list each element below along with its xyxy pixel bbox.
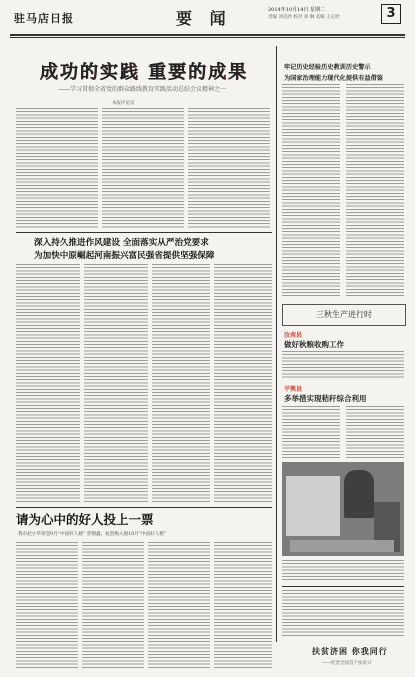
issue-date: 2014年10月14日 星期二	[268, 7, 326, 13]
bottom-body-col1	[16, 542, 78, 670]
lead-body-col1	[16, 108, 98, 228]
photo-caption-text	[282, 560, 404, 582]
photo-shape	[286, 476, 340, 536]
paper-name: 驻马店日报	[14, 12, 74, 25]
county2-name: 平舆县	[284, 386, 303, 393]
poverty-relief-title: 扶贫济困 你我同行	[312, 646, 388, 656]
poverty-relief-subtitle: ——纪念全国首个扶贫日	[322, 661, 372, 666]
right-body-col2	[346, 84, 404, 298]
article2-body-col3	[152, 264, 210, 502]
section-box-title: 三秋生产进行时	[282, 304, 406, 326]
bottom-headline: 请为心中的好人投上一票	[16, 512, 154, 527]
county1-name: 汝南县	[284, 332, 303, 339]
right-bottom-text	[282, 590, 404, 638]
lead-byline: 本报评论员	[112, 101, 135, 106]
lead-subhead: ——学习贯彻全省党的群众路线教育实践活动总结会议精神之一	[58, 86, 227, 93]
lead-headline: 成功的实践 重要的成果	[40, 62, 249, 83]
right-divider	[282, 586, 404, 587]
right-headline-line2: 为国家治理能力现代化提供有益借鉴	[284, 75, 383, 82]
photo-shape	[344, 470, 374, 518]
masthead-rule	[10, 34, 405, 36]
bottom-body-col3	[148, 542, 210, 670]
article-divider	[16, 232, 272, 233]
article2-body-col2	[84, 264, 148, 502]
county2-headline: 多举措实现秸秆综合利用	[284, 394, 367, 403]
county1-body	[282, 351, 404, 379]
article2-headline-line1: 深入持久推进作风建设 全面落实从严治党要求	[34, 238, 209, 248]
news-photo	[282, 462, 404, 556]
article2-body-col4	[214, 264, 272, 502]
bottom-divider	[16, 507, 272, 508]
page-number: 3	[381, 4, 401, 24]
bottom-body-col4	[214, 542, 272, 670]
column-divider-vertical	[276, 46, 277, 642]
section-name: 要 闻	[176, 9, 232, 28]
right-body-col1	[282, 84, 340, 298]
lead-body-col2	[102, 108, 184, 228]
right-headline-line1: 牢记历史经验历史教训历史警示	[284, 64, 371, 71]
article2-headline-line2: 为加快中原崛起河南振兴富民强省提供坚强保障	[34, 251, 215, 261]
photo-shape	[290, 540, 394, 552]
masthead-rule-thin	[10, 37, 405, 38]
poverty-relief-box	[282, 642, 404, 672]
bottom-body-col2	[82, 542, 144, 670]
article2-body-col1	[16, 264, 80, 502]
county1-headline: 做好秋粮收购工作	[284, 340, 344, 349]
county2-body-col2	[346, 406, 404, 458]
county2-body-col1	[282, 406, 340, 458]
editor-credits: 责编 刘克欣 校对 刘 琳 美编 王正欣	[268, 15, 340, 20]
lead-body-col3	[188, 108, 270, 228]
bottom-subhead: 我市赵小华荣登9月“中国好人榜” 曾钢鑫、杭贺梅入围10月“中国好人榜”	[18, 532, 167, 537]
